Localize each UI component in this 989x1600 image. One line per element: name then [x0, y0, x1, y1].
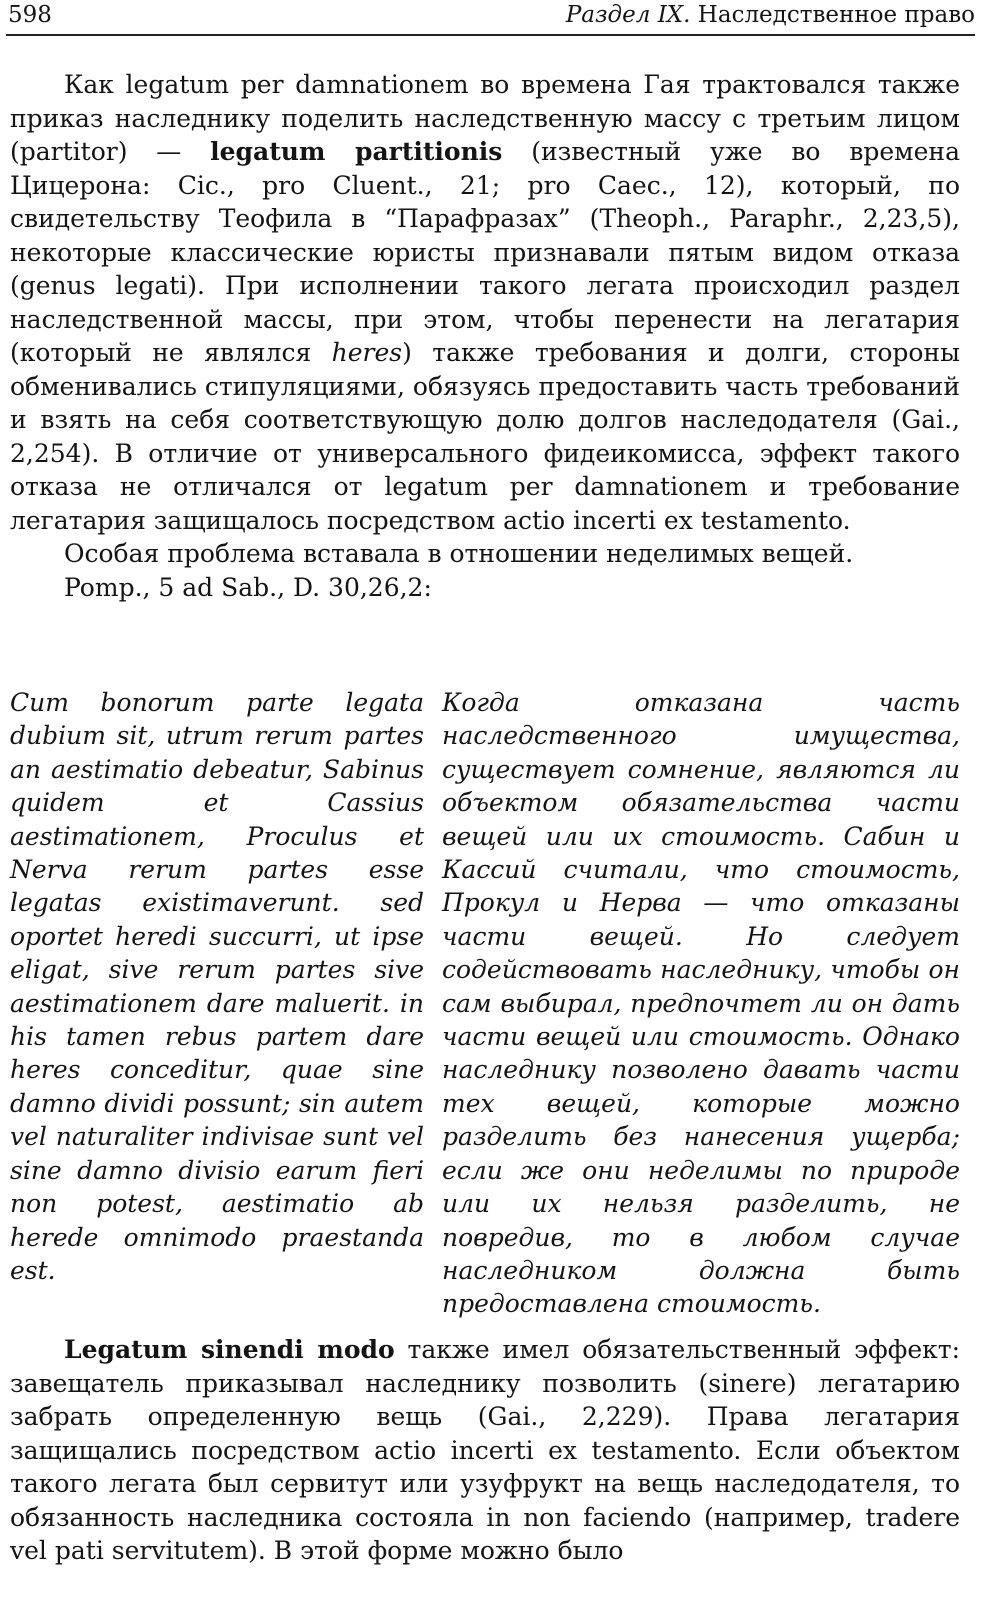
paragraph-indivisible-things: Особая проблема вставала в отношении неделимых вещей. [64, 539, 854, 568]
term-heres: heres [331, 338, 403, 367]
source-citation: Pomp., 5 ad Sab., D. 30,26,2: [64, 572, 432, 602]
main-text-continued [10, 1333, 960, 1568]
text-run: также имел обязательственный эффект: завещатель приказывал наследнику позволить (sinere) легатарию забрать определенную вещь (Gai., 2,229). Права легатария защищались посредством actio incerti ex testamento. Если объектом такого легата был сервитут или узуфрукт на вещь наследодателя, то обязанность наследника состояла in non faciendo (например, tradere vel pati servitutem). В этой форме можно было [10, 1335, 960, 1565]
russian-column [442, 686, 960, 1321]
latin-text: Cum bonorum parte legata dubium sit, utrum rerum partes an aestimatio debeatur, Sabinus quidem et Cassius aestimationem, Proculus et Nerva rerum partes esse legatas existimaverunt. sed oportet heredi succurri, ut ipse eligat, sive rerum partes sive aestimationem dare maluerit. in his tamen rebus partem dare heres conceditur, quae sine damno dividi possunt; sin autem vel naturaliter indivisae sunt vel sine damno divisio earum fieri non potest, aestimatio ab herede omnimodo praestanda est. [10, 688, 424, 1285]
latin-column [10, 686, 424, 1287]
running-head [566, 2, 975, 28]
text-run: Как legatum per damnationem во времена Гая трактовался также приказ наследнику поделить наследственную массу с третьим лицом (partitor) — [10, 70, 960, 166]
text-run: ) также требования и долги, стороны обменивались стипуляциями, обязуясь предоставить часть требований и взять на себя соответствующую долю долгов наследодателя (Gai., 2,254). В отличие от универсального фидеикомисса, эффект такого отказа не отличался от legatum per damnationem и требование легатария защищалось посредством actio incerti ex testamento. [10, 338, 960, 535]
paragraph-legatum-sinendi-modo [10, 1333, 960, 1568]
section-label: Раздел IX. [565, 2, 691, 28]
main-text [10, 68, 960, 604]
page-header [6, 0, 975, 36]
term-legatum-partitionis: legatum partitionis [210, 137, 503, 166]
term-legatum-sinendi-modo: Legatum sinendi modo [64, 1335, 395, 1364]
page-number: 598 [8, 2, 52, 28]
russian-translation: Когда отказана часть наследственного имущества, существует сомнение, являются ли объектом обязательства части вещей или их стоимость. Сабин и Кассий считали, что стоимость, Прокул и Нерва — что отказаны части вещей. Но следует содействовать наследнику, чтобы он сам выбирал, предпочтет ли он дать части вещей или стоимость. Однако наследнику позволено давать части тех вещей, которые можно разделить без нанесения ущерба; если же они неделимы по природе или их нельзя разделить, не повредив, то в любом случае наследником должна быть предоставлена стоимость. [442, 688, 960, 1319]
paragraph-legatum-partitionis [10, 68, 960, 537]
text-run: (известный уже во времена Цицерона: Cic., pro Cluent., 21; pro Caec., 12), который, по свидетельству Теофила в “Парафразах” (Theoph., Paraphr., 2,23,5), некоторые классические юристы признавали пятым видом отказа (genus legati). При исполнении такого легата происходил раздел наследственной массы, при этом, чтобы перенести на легатария (который не являлся [10, 137, 960, 367]
section-title: Наследственное право [697, 2, 975, 28]
